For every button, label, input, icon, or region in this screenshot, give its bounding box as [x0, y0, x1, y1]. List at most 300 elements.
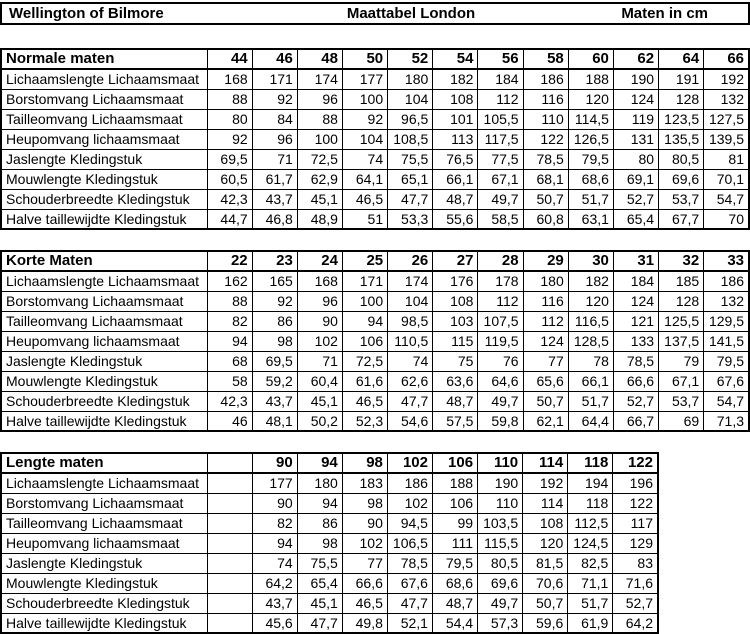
value-cell: 77 [342, 553, 387, 573]
value-cell: 96 [252, 129, 297, 149]
value-cell: 96 [297, 291, 342, 311]
value-cell: 108 [433, 89, 478, 109]
value-cell: 124 [523, 331, 568, 351]
value-cell: 128 [659, 291, 704, 311]
value-cell: 68,6 [568, 169, 613, 189]
value-cell: 80,5 [478, 553, 523, 573]
table-row [1, 371, 749, 391]
value-cell: 90 [252, 493, 297, 513]
value-cell: 55,6 [433, 209, 478, 229]
value-cell: 124 [613, 291, 658, 311]
value-cell: 59,6 [523, 613, 568, 633]
value-cell: 107,5 [478, 311, 523, 331]
value-cell: 57,5 [433, 411, 478, 431]
table-row [1, 493, 658, 513]
table-row [1, 513, 658, 533]
value-cell: 194 [568, 473, 613, 493]
table-title: Korte Maten [1, 251, 207, 271]
value-cell: 67,1 [478, 169, 523, 189]
size-header-cell: 66 [704, 49, 749, 69]
value-cell: 180 [523, 271, 568, 291]
value-cell: 168 [207, 69, 252, 89]
value-cell: 68,1 [523, 169, 568, 189]
value-cell: 119 [613, 109, 658, 129]
value-cell: 113 [433, 129, 478, 149]
value-cell: 70,6 [523, 573, 568, 593]
value-cell: 110,5 [388, 331, 433, 351]
row-label: Heupomvang lichaamsmaat [1, 129, 207, 149]
value-cell: 83 [613, 553, 658, 573]
value-cell: 46,5 [342, 189, 387, 209]
value-cell: 186 [523, 69, 568, 89]
value-cell: 59,2 [252, 371, 297, 391]
size-header-cell: 24 [297, 251, 342, 271]
value-cell: 52,1 [387, 613, 432, 633]
value-cell: 78,5 [613, 351, 658, 371]
value-cell: 76 [478, 351, 523, 371]
value-cell: 71,6 [613, 573, 658, 593]
value-cell: 45,6 [252, 613, 297, 633]
value-cell: 165 [252, 271, 297, 291]
value-cell: 49,8 [342, 613, 387, 633]
empty-cell [207, 533, 252, 553]
value-cell: 112 [478, 89, 523, 109]
value-cell: 103,5 [478, 513, 523, 533]
value-cell: 104 [388, 89, 433, 109]
row-label: Mouwlengte Kledingstuk [1, 573, 207, 593]
sheet-title: Maattabel London [346, 5, 476, 22]
value-cell: 141,5 [704, 331, 749, 351]
value-cell: 88 [297, 109, 342, 129]
value-cell: 108 [523, 513, 568, 533]
size-header-cell: 30 [568, 251, 613, 271]
size-header-cell: 28 [478, 251, 523, 271]
value-cell: 108 [433, 291, 478, 311]
value-cell: 88 [207, 89, 252, 109]
value-cell: 54,7 [704, 189, 749, 209]
row-label: Lichaamslengte Lichaamsmaat [1, 69, 207, 89]
size-header-cell: 54 [433, 49, 478, 69]
value-cell: 42,3 [207, 189, 252, 209]
value-cell: 112 [478, 291, 523, 311]
value-cell: 66,1 [433, 169, 478, 189]
row-label: Borstomvang Lichaamsmaat [1, 89, 207, 109]
value-cell: 42,3 [207, 391, 252, 411]
value-cell: 96 [297, 89, 342, 109]
value-cell: 182 [433, 69, 478, 89]
value-cell: 69 [659, 411, 704, 431]
value-cell: 108,5 [388, 129, 433, 149]
value-cell: 60,4 [297, 371, 342, 391]
table-row [1, 271, 749, 291]
table-title: Normale maten [1, 49, 207, 69]
value-cell: 114 [523, 493, 568, 513]
size-header-cell: 32 [659, 251, 704, 271]
value-cell: 82 [207, 311, 252, 331]
table-row [1, 331, 749, 351]
value-cell: 79,5 [432, 553, 477, 573]
value-cell: 124 [613, 89, 658, 109]
value-cell: 51 [342, 209, 387, 229]
value-cell: 120 [568, 291, 613, 311]
empty-header-cell [207, 453, 252, 473]
table-row [1, 411, 749, 431]
value-cell: 65,1 [388, 169, 433, 189]
value-cell: 46,8 [252, 209, 297, 229]
value-cell: 131 [613, 129, 658, 149]
value-cell: 132 [704, 291, 749, 311]
value-cell: 48,9 [297, 209, 342, 229]
empty-cell [207, 493, 252, 513]
value-cell: 92 [207, 129, 252, 149]
value-cell: 126,5 [568, 129, 613, 149]
table-row [1, 553, 658, 573]
row-label: Schouderbreedte Kledingstuk [1, 593, 207, 613]
value-cell: 80,5 [659, 149, 704, 169]
value-cell: 90 [342, 513, 387, 533]
value-cell: 72,5 [297, 149, 342, 169]
value-cell: 61,7 [252, 169, 297, 189]
value-cell: 184 [478, 69, 523, 89]
row-label: Heupomvang lichaamsmaat [1, 331, 207, 351]
value-cell: 74 [342, 149, 387, 169]
row-label: Schouderbreedte Kledingstuk [1, 189, 207, 209]
value-cell: 43,7 [252, 593, 297, 613]
value-cell: 65,4 [297, 573, 342, 593]
value-cell: 178 [478, 271, 523, 291]
empty-cell [207, 573, 252, 593]
value-cell: 45,1 [297, 391, 342, 411]
value-cell: 49,7 [478, 189, 523, 209]
value-cell: 112 [523, 311, 568, 331]
row-label: Halve taillewijdte Kledingstuk [1, 209, 207, 229]
row-label: Mouwlengte Kledingstuk [1, 371, 207, 391]
value-cell: 78,5 [387, 553, 432, 573]
value-cell: 84 [252, 109, 297, 129]
value-cell: 76,5 [433, 149, 478, 169]
empty-cell [207, 553, 252, 573]
value-cell: 77 [523, 351, 568, 371]
value-cell: 71 [297, 351, 342, 371]
value-cell: 53,7 [659, 189, 704, 209]
table-row [1, 189, 749, 209]
value-cell: 94 [207, 331, 252, 351]
table-row [1, 613, 658, 633]
value-cell: 52,7 [613, 189, 658, 209]
size-header-cell: 48 [297, 49, 342, 69]
value-cell: 174 [388, 271, 433, 291]
table-row [1, 89, 749, 109]
table-header-row [1, 49, 749, 69]
value-cell: 121 [613, 311, 658, 331]
size-header-cell: 118 [568, 453, 613, 473]
row-label: Tailleomvang Lichaamsmaat [1, 311, 207, 331]
size-header-cell: 52 [388, 49, 433, 69]
value-cell: 92 [342, 109, 387, 129]
value-cell: 70,1 [704, 169, 749, 189]
value-cell: 128,5 [568, 331, 613, 351]
value-cell: 65,6 [523, 371, 568, 391]
value-cell: 50,7 [523, 189, 568, 209]
value-cell: 104 [342, 129, 387, 149]
value-cell: 67,6 [704, 371, 749, 391]
value-cell: 110 [523, 109, 568, 129]
row-label: Halve taillewijdte Kledingstuk [1, 411, 207, 431]
value-cell: 45,1 [297, 189, 342, 209]
value-cell: 125,5 [659, 311, 704, 331]
table-row [1, 593, 658, 613]
size-header-cell: 26 [388, 251, 433, 271]
row-label: Mouwlengte Kledingstuk [1, 169, 207, 189]
value-cell: 81 [704, 149, 749, 169]
value-cell: 75,5 [297, 553, 342, 573]
size-header-cell: 110 [478, 453, 523, 473]
size-header-cell: 29 [523, 251, 568, 271]
value-cell: 43,7 [252, 391, 297, 411]
value-cell: 186 [704, 271, 749, 291]
size-header-cell: 122 [613, 453, 658, 473]
table-row [1, 311, 749, 331]
value-cell: 117,5 [478, 129, 523, 149]
value-cell: 90 [297, 311, 342, 331]
size-table-korte-maten [0, 250, 750, 432]
size-header-cell: 23 [252, 251, 297, 271]
size-header-cell: 94 [297, 453, 342, 473]
value-cell: 54,7 [704, 391, 749, 411]
value-cell: 190 [478, 473, 523, 493]
value-cell: 118 [568, 493, 613, 513]
value-cell: 63,6 [433, 371, 478, 391]
value-cell: 50,7 [523, 391, 568, 411]
value-cell: 102 [387, 493, 432, 513]
value-cell: 177 [342, 69, 387, 89]
row-label: Borstomvang Lichaamsmaat [1, 493, 207, 513]
value-cell: 68 [207, 351, 252, 371]
empty-cell [207, 513, 252, 533]
value-cell: 122 [613, 493, 658, 513]
value-cell: 98 [297, 533, 342, 553]
value-cell: 45,1 [297, 593, 342, 613]
value-cell: 190 [613, 69, 658, 89]
row-label: Heupomvang lichaamsmaat [1, 533, 207, 553]
value-cell: 65,4 [613, 209, 658, 229]
value-cell: 180 [297, 473, 342, 493]
value-cell: 122 [523, 129, 568, 149]
value-cell: 64,4 [568, 411, 613, 431]
row-label: Borstomvang Lichaamsmaat [1, 291, 207, 311]
value-cell: 57,3 [478, 613, 523, 633]
table-row [1, 109, 749, 129]
value-cell: 171 [342, 271, 387, 291]
table-row [1, 573, 658, 593]
value-cell: 123,5 [659, 109, 704, 129]
value-cell: 168 [297, 271, 342, 291]
value-cell: 102 [297, 331, 342, 351]
value-cell: 103 [433, 311, 478, 331]
value-cell: 116 [523, 89, 568, 109]
value-cell: 71,3 [704, 411, 749, 431]
empty-cell [207, 473, 252, 493]
value-cell: 60,5 [207, 169, 252, 189]
value-cell: 116,5 [568, 311, 613, 331]
value-cell: 110 [478, 493, 523, 513]
value-cell: 82,5 [568, 553, 613, 573]
maattabel-page [0, 2, 750, 631]
size-header-cell: 58 [523, 49, 568, 69]
table-row [1, 473, 658, 493]
size-header-cell: 62 [613, 49, 658, 69]
value-cell: 196 [613, 473, 658, 493]
value-cell: 119,5 [478, 331, 523, 351]
value-cell: 48,1 [252, 411, 297, 431]
value-cell: 69,1 [613, 169, 658, 189]
value-cell: 51,7 [568, 391, 613, 411]
size-header-cell: 50 [342, 49, 387, 69]
table-row [1, 291, 749, 311]
value-cell: 70 [704, 209, 749, 229]
empty-cell [207, 593, 252, 613]
table-row [1, 391, 749, 411]
value-cell: 117 [613, 513, 658, 533]
value-cell: 43,7 [252, 189, 297, 209]
value-cell: 100 [297, 129, 342, 149]
value-cell: 69,5 [207, 149, 252, 169]
value-cell: 67,6 [387, 573, 432, 593]
value-cell: 67,7 [659, 209, 704, 229]
value-cell: 96,5 [388, 109, 433, 129]
value-cell: 66,1 [568, 371, 613, 391]
value-cell: 46 [207, 411, 252, 431]
value-cell: 68,6 [432, 573, 477, 593]
value-cell: 115,5 [478, 533, 523, 553]
value-cell: 48,7 [433, 391, 478, 411]
value-cell: 72,5 [342, 351, 387, 371]
value-cell: 75 [433, 351, 478, 371]
value-cell: 61,9 [568, 613, 613, 633]
value-cell: 182 [568, 271, 613, 291]
size-header-cell: 60 [568, 49, 613, 69]
value-cell: 98 [342, 493, 387, 513]
value-cell: 120 [523, 533, 568, 553]
value-cell: 162 [207, 271, 252, 291]
value-cell: 69,6 [659, 169, 704, 189]
value-cell: 133 [613, 331, 658, 351]
value-cell: 47,7 [297, 613, 342, 633]
value-cell: 58,5 [478, 209, 523, 229]
size-header-cell: 64 [659, 49, 704, 69]
value-cell: 44,7 [207, 209, 252, 229]
value-cell: 82 [252, 513, 297, 533]
table-row [1, 351, 749, 371]
size-header-cell: 22 [207, 251, 252, 271]
value-cell: 52,7 [613, 391, 658, 411]
value-cell: 111 [432, 533, 477, 553]
value-cell: 139,5 [704, 129, 749, 149]
value-cell: 171 [252, 69, 297, 89]
value-cell: 50,2 [297, 411, 342, 431]
value-cell: 88 [207, 291, 252, 311]
value-cell: 124,5 [568, 533, 613, 553]
value-cell: 115 [433, 331, 478, 351]
value-cell: 135,5 [659, 129, 704, 149]
value-cell: 46,5 [342, 391, 387, 411]
value-cell: 47,7 [387, 593, 432, 613]
row-label: Schouderbreedte Kledingstuk [1, 391, 207, 411]
value-cell: 52,3 [342, 411, 387, 431]
size-header-cell: 46 [252, 49, 297, 69]
value-cell: 58 [207, 371, 252, 391]
empty-cell [207, 613, 252, 633]
value-cell: 184 [613, 271, 658, 291]
value-cell: 54,4 [432, 613, 477, 633]
value-cell: 98 [252, 331, 297, 351]
value-cell: 183 [342, 473, 387, 493]
value-cell: 62,1 [523, 411, 568, 431]
value-cell: 71 [252, 149, 297, 169]
value-cell: 192 [523, 473, 568, 493]
value-cell: 77,5 [478, 149, 523, 169]
value-cell: 53,3 [388, 209, 433, 229]
size-header-cell: 33 [704, 251, 749, 271]
value-cell: 74 [252, 553, 297, 573]
value-cell: 100 [342, 89, 387, 109]
size-header-cell: 31 [613, 251, 658, 271]
value-cell: 106 [342, 331, 387, 351]
value-cell: 79,5 [704, 351, 749, 371]
table-row [1, 169, 749, 189]
table-row [1, 69, 749, 89]
value-cell: 66,6 [613, 371, 658, 391]
value-cell: 49,7 [478, 593, 523, 613]
value-cell: 48,7 [433, 189, 478, 209]
value-cell: 86 [252, 311, 297, 331]
units-label: Maten in cm [621, 5, 708, 22]
value-cell: 48,7 [432, 593, 477, 613]
value-cell: 174 [297, 69, 342, 89]
table-row [1, 149, 749, 169]
row-label: Lichaamslengte Lichaamsmaat [1, 473, 207, 493]
value-cell: 46,5 [342, 593, 387, 613]
value-cell: 177 [252, 473, 297, 493]
value-cell: 132 [704, 89, 749, 109]
value-cell: 47,7 [388, 189, 433, 209]
value-cell: 99 [432, 513, 477, 533]
tables-container [0, 48, 750, 634]
value-cell: 192 [704, 69, 749, 89]
value-cell: 94,5 [387, 513, 432, 533]
value-cell: 50,7 [523, 593, 568, 613]
value-cell: 63,1 [568, 209, 613, 229]
size-header-cell: 98 [342, 453, 387, 473]
value-cell: 71,1 [568, 573, 613, 593]
brand-title: Wellington of Bilmore [9, 5, 164, 22]
size-header-cell: 25 [342, 251, 387, 271]
value-cell: 78,5 [523, 149, 568, 169]
value-cell: 104 [388, 291, 433, 311]
row-label: Tailleomvang Lichaamsmaat [1, 109, 207, 129]
size-header-cell: 90 [252, 453, 297, 473]
value-cell: 62,6 [388, 371, 433, 391]
value-cell: 66,7 [613, 411, 658, 431]
row-label: Jaslengte Kledingstuk [1, 149, 207, 169]
table-row [1, 209, 749, 229]
value-cell: 98,5 [388, 311, 433, 331]
value-cell: 53,7 [659, 391, 704, 411]
value-cell: 69,5 [252, 351, 297, 371]
value-cell: 59,8 [478, 411, 523, 431]
value-cell: 114,5 [568, 109, 613, 129]
value-cell: 66,6 [342, 573, 387, 593]
